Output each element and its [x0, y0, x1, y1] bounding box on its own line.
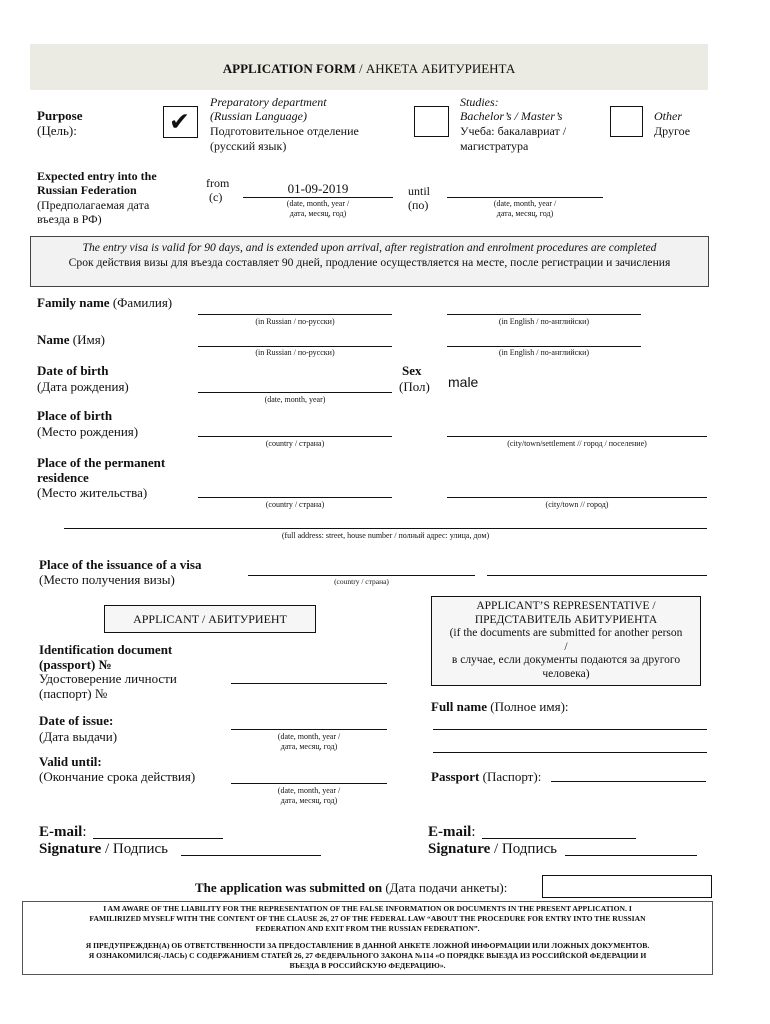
valid-hint-1: (date, month, year / — [277, 786, 341, 795]
email-right-label — [428, 824, 476, 841]
entry-from-hint-2: дата, месяц, год) — [289, 209, 347, 218]
form-title — [30, 61, 708, 76]
disclaimer-box — [22, 901, 713, 975]
preparatory-en-2: (Russian Language) — [210, 109, 307, 123]
family-name-en-field[interactable] — [447, 314, 641, 315]
representative-line-5: в случае, если документы подаются за другого — [451, 654, 681, 667]
representative-line-2: ПРЕДСТАВИТЕЛЬ АБИТУРИЕНТА — [474, 613, 658, 626]
purpose-other-checkbox[interactable] — [610, 106, 643, 137]
representative-line-6: человека) — [542, 667, 590, 680]
signature-right-label-en: Signature — [428, 841, 491, 857]
signature-left-label-ru: / Подпись — [101, 841, 168, 857]
representative-section-box — [431, 596, 701, 686]
id-doc-label-ru-2: (паспорт) № — [39, 686, 108, 701]
residence-address-field[interactable] — [64, 528, 707, 529]
signature-right-label-ru: / Подпись — [490, 841, 557, 857]
signature-left-label — [39, 841, 168, 858]
full-name-label-ru: (Полное имя): — [486, 699, 569, 714]
dob-field[interactable] — [198, 392, 392, 393]
full-name-field-2[interactable] — [433, 752, 707, 753]
full-name-field-1[interactable] — [433, 729, 707, 730]
sex-label-en: Sex — [402, 363, 422, 378]
visa-note-en: The entry visa is valid for 90 days, and is extended upon arrival, after registration and enrolment procedures are completed — [82, 241, 657, 254]
family-name-ru-hint: (in Russian / по-русски) — [255, 317, 335, 326]
entry-label-ru-1: (Предполагаемая дата — [37, 198, 150, 212]
sex-label-ru: (Пол) — [399, 379, 430, 394]
residence-country-hint: (country / страна) — [265, 500, 325, 509]
email-left-field[interactable] — [93, 838, 223, 839]
family-name-ru-field[interactable] — [198, 314, 392, 315]
email-left-label-text: E-mail — [39, 824, 83, 840]
name-label-ru: (Имя) — [69, 332, 106, 347]
submitted-label-en: The application was submitted on — [195, 880, 383, 895]
name-label-en: Name — [37, 332, 70, 347]
purpose-label-ru: (Цель): — [37, 123, 77, 138]
studies-en-1: Studies: — [460, 95, 499, 109]
entry-from-en: from — [206, 176, 230, 190]
name-ru-field[interactable] — [198, 346, 392, 347]
id-doc-label-en-1: Identification document — [39, 642, 173, 657]
passport-label-en: Passport — [431, 769, 480, 784]
submitted-date-field[interactable] — [542, 875, 712, 898]
studies-en-2: Bachelor’s / Master’s — [460, 109, 563, 123]
other-ru: Другое — [654, 124, 691, 138]
signature-right-field[interactable] — [565, 855, 697, 856]
id-doc-label-ru-1: Удостоверение личности — [39, 671, 177, 686]
visa-place-city-field[interactable] — [487, 575, 707, 576]
valid-date-field[interactable] — [231, 783, 387, 784]
issue-date-field[interactable] — [231, 729, 387, 730]
disclaimer-ru-3: ВЪЕЗДА В РОССИЙСКУЮ ФЕДЕРАЦИЮ». — [289, 961, 446, 970]
id-doc-label-en-2: (passport) № — [39, 657, 112, 672]
studies-ru-1: Учеба: бакалавриат / — [460, 124, 567, 138]
visa-note-ru: Срок действия визы для въезда составляет 90 дней, продление осуществляется на месте, после регистрации и зачисления — [68, 256, 671, 269]
passport-field[interactable] — [551, 781, 706, 782]
sex-value[interactable]: male — [448, 374, 479, 390]
pob-label-en: Place of birth — [37, 408, 113, 423]
dob-label-ru: (Дата рождения) — [37, 379, 129, 394]
pob-country-field[interactable] — [198, 436, 392, 437]
residence-address-hint: (full address: street, house number / полный адрес: улица, дом) — [281, 531, 490, 540]
representative-line-4: / — [564, 640, 568, 653]
submitted-label-ru: (Дата подачи анкеты): — [382, 880, 508, 895]
visa-place-label-en: Place of the issuance of a visa — [39, 557, 202, 572]
preparatory-ru-2: (русский язык) — [210, 139, 287, 153]
entry-label-ru-2: въезда в РФ) — [37, 212, 102, 226]
studies-ru-2: магистратура — [460, 139, 529, 153]
entry-from-hint-1: (date, month, year / — [286, 199, 350, 208]
residence-label-en-1: Place of the permanent — [37, 455, 166, 470]
submitted-label — [195, 880, 507, 895]
dob-hint: (date, month, year) — [264, 395, 326, 404]
issue-hint-2: дата, месяц, год) — [280, 742, 338, 751]
form-title-en: APPLICATION FORM — [222, 61, 356, 76]
visa-place-label-ru: (Место получения визы) — [39, 572, 175, 587]
entry-label-en-2: Russian Federation — [37, 183, 137, 197]
valid-label-en: Valid until: — [39, 754, 102, 769]
email-left-colon: : — [82, 824, 87, 840]
purpose-studies-checkbox[interactable] — [414, 106, 449, 137]
entry-from-line — [243, 197, 393, 198]
entry-from-ru: (с) — [209, 190, 223, 204]
issue-label-en: Date of issue: — [39, 713, 114, 728]
entry-until-en: until — [408, 184, 431, 198]
residence-label-ru: (Место жительства) — [37, 485, 148, 500]
form-title-ru: АНКЕТА АБИТУРИЕНТА — [365, 61, 516, 76]
passport-label-ru: (Паспорт): — [479, 769, 542, 784]
name-en-hint: (in English / по-английски) — [498, 348, 590, 357]
family-name-en-hint: (in English / по-английски) — [498, 317, 590, 326]
full-name-label — [431, 699, 569, 714]
email-right-label-text: E-mail — [428, 824, 472, 840]
residence-city-field[interactable] — [447, 497, 707, 498]
entry-until-hint-2: дата, месяц, год) — [496, 209, 554, 218]
applicant-section-title: APPLICANT / АБИТУРИЕНТ — [133, 612, 287, 626]
disclaimer-en-1: I AM AWARE OF THE LIABILITY FOR THE REPRESENTATION OF THE FALSE INFORMATION OR DOCUMENTS IN THE PRESENT APPLICATION. I — [103, 904, 632, 913]
family-name-label — [37, 295, 172, 310]
representative-line-1: APPLICANT’S REPRESENTATIVE / — [476, 600, 656, 612]
residence-city-hint: (city/town // город) — [545, 500, 609, 509]
issue-label-ru: (Дата выдачи) — [39, 729, 118, 744]
signature-left-field[interactable] — [181, 855, 321, 856]
dob-label-en: Date of birth — [37, 363, 109, 378]
passport-label — [431, 769, 541, 784]
name-label — [37, 332, 105, 347]
entry-label-en-1: Expected entry into the — [37, 169, 157, 183]
entry-from-value[interactable]: 01-09-2019 — [287, 181, 349, 196]
residence-label-en-2: residence — [37, 470, 89, 485]
valid-hint-2: дата, месяц, год) — [280, 796, 338, 805]
checkmark-icon: ✔ — [169, 108, 190, 136]
entry-until-line[interactable] — [447, 197, 603, 198]
valid-label-ru: (Окончание срока действия) — [39, 769, 196, 784]
other-en: Other — [654, 109, 682, 123]
purpose-label-en: Purpose — [37, 108, 83, 123]
representative-line-3: (if the documents are submitted for another person — [449, 627, 683, 640]
pob-label-ru: (Место рождения) — [37, 424, 139, 439]
issue-hint-1: (date, month, year / — [277, 732, 341, 741]
disclaimer-en-3: FEDERATION AND EXIT FROM THE RUSSIAN FEDERATION”. — [255, 924, 480, 933]
pob-country-hint: (country / страна) — [265, 439, 325, 448]
email-left-label — [39, 824, 87, 841]
preparatory-en-1: Preparatory department — [210, 95, 327, 109]
disclaimer-ru-1: Я ПРЕДУПРЕЖДЕН(А) ОБ ОТВЕТСТВЕННОСТИ ЗА ПРЕДОСТАВЛЕНИЕ В ДАННОЙ АНКЕТЕ ЛОЖНОЙ ИНФОРМАЦИИ ИЛИ ЛОЖНЫХ ДОКУМЕНТОВ. — [85, 941, 650, 950]
form-title-sep: / — [355, 61, 366, 76]
email-right-field[interactable] — [482, 838, 636, 839]
email-right-colon: : — [471, 824, 476, 840]
pob-city-hint: (city/town/settlement // город / поселение) — [507, 439, 647, 448]
family-name-label-en: Family name — [37, 295, 110, 310]
signature-left-label-en: Signature — [39, 841, 102, 857]
full-name-label-en: Full name — [431, 699, 487, 714]
name-en-field[interactable] — [447, 346, 641, 347]
visa-place-hint: (country / страна) — [334, 577, 389, 586]
disclaimer-en-2: FAMILIRIZED MYSELF WITH THE CONTENT OF THE CLAUSE 26, 27 OF THE FEDERAL LAW “ABOUT THE PROCEDURE FOR ENTRY INTO THE RUSSIAN — [89, 914, 646, 923]
family-name-label-ru: (Фамилия) — [109, 295, 173, 310]
residence-country-field[interactable] — [198, 497, 392, 498]
preparatory-ru-1: Подготовительное отделение — [210, 124, 359, 138]
name-ru-hint: (in Russian / по-русски) — [255, 348, 335, 357]
visa-place-country-field[interactable] — [248, 575, 475, 576]
id-doc-field[interactable] — [231, 683, 387, 684]
entry-until-ru: (по) — [408, 198, 429, 212]
applicant-section-box — [104, 605, 316, 633]
signature-right-label — [428, 841, 557, 858]
pob-city-field[interactable] — [447, 436, 707, 437]
disclaimer-ru-2: Я ОЗНАКОМИЛСЯ(-ЛАСЬ) С СОДЕРЖАНИЕМ СТАТЕЙ 26, 27 ФЕДЕРАЛЬНОГО ЗАКОНА №114 «О ПОРЯДКЕ ВЫЕЗДА ИЗ РОССИЙСКОЙ ФЕДЕРАЦИИ И — [88, 951, 647, 960]
purpose-preparatory-checkbox[interactable] — [163, 106, 198, 138]
entry-until-hint-1: (date, month, year / — [493, 199, 557, 208]
